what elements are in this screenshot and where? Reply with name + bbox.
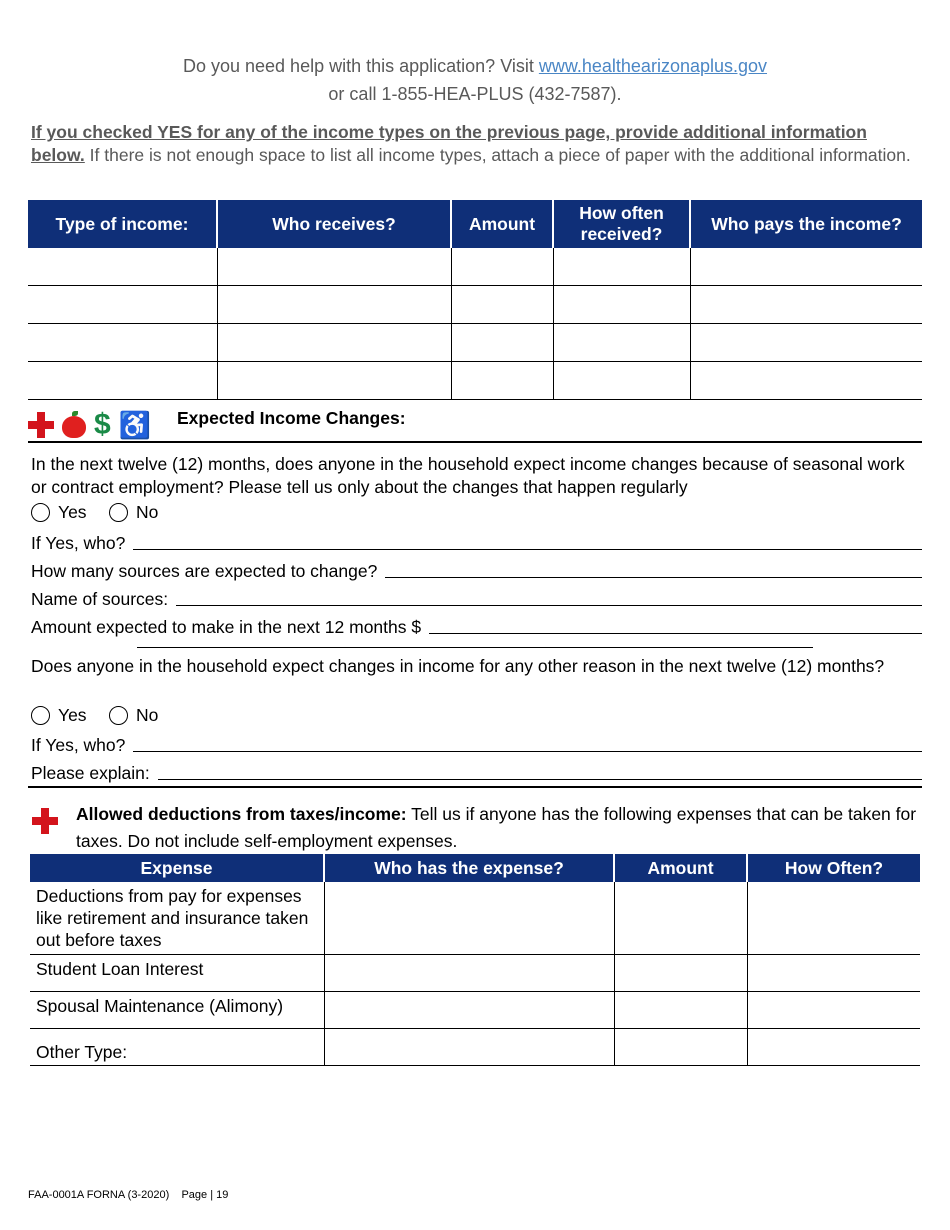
col-who-has-expense: Who has the expense? bbox=[324, 854, 614, 882]
question-seasonal: In the next twelve (12) months, does anyone in the household expect income changes because of seasonal work or contract employment? Please tell us only about the changes that happen regularly bbox=[31, 454, 905, 497]
radio-circle[interactable] bbox=[31, 706, 50, 725]
income-cell[interactable] bbox=[553, 248, 690, 286]
help-text: Do you need help with this application? Visit bbox=[182, 56, 539, 76]
income-intro bbox=[31, 121, 923, 167]
income-cell[interactable] bbox=[451, 324, 553, 362]
income-cell[interactable] bbox=[217, 324, 451, 362]
apple-icon bbox=[62, 416, 86, 438]
field-who-2[interactable] bbox=[31, 732, 922, 756]
page-footer: FAA-0001A FORNA (3-2020) Page | 19 bbox=[28, 1189, 229, 1201]
income-cell[interactable] bbox=[553, 286, 690, 324]
income-cell[interactable] bbox=[451, 248, 553, 286]
deductions-table bbox=[30, 854, 920, 1066]
table-row bbox=[28, 324, 922, 362]
field-line[interactable] bbox=[176, 604, 922, 606]
program-icons bbox=[28, 410, 151, 440]
col-who-receives: Who receives? bbox=[217, 200, 451, 248]
radio-circle[interactable] bbox=[31, 503, 50, 522]
income-cell[interactable] bbox=[690, 324, 922, 362]
income-cell[interactable] bbox=[451, 286, 553, 324]
field-label: Name of sources: bbox=[31, 589, 169, 609]
radio-circle[interactable] bbox=[109, 706, 128, 725]
section-title: Expected Income Changes: bbox=[177, 408, 406, 428]
field-who-1[interactable] bbox=[31, 530, 922, 554]
expense-label: Deductions from pay for expenses like retirement and insurance taken out before taxes bbox=[30, 882, 324, 955]
intro-bold: If you checked YES for any of the income types on the previous page, provide additional information below. bbox=[31, 122, 867, 165]
expense-cell[interactable] bbox=[614, 882, 747, 955]
income-cell[interactable] bbox=[690, 362, 922, 400]
expense-cell[interactable] bbox=[324, 955, 614, 992]
expense-cell[interactable] bbox=[324, 992, 614, 1029]
radio-label: No bbox=[136, 502, 159, 522]
help-notice bbox=[0, 52, 950, 108]
income-cell[interactable] bbox=[553, 324, 690, 362]
col-how-often: How often received? bbox=[553, 200, 690, 248]
table-row bbox=[30, 1029, 920, 1066]
field-source-names[interactable] bbox=[31, 586, 922, 610]
expense-cell[interactable] bbox=[614, 1029, 747, 1066]
divider bbox=[137, 647, 813, 648]
income-cell[interactable] bbox=[451, 362, 553, 400]
radio-label: Yes bbox=[58, 705, 87, 725]
field-line[interactable] bbox=[429, 632, 922, 634]
expense-label: Spousal Maintenance (Alimony) bbox=[30, 992, 324, 1029]
field-label: Please explain: bbox=[31, 763, 150, 783]
income-cell[interactable] bbox=[28, 324, 217, 362]
expense-cell[interactable] bbox=[324, 882, 614, 955]
deductions-title: Allowed deductions from taxes/income: bbox=[76, 804, 407, 824]
table-row bbox=[30, 955, 920, 992]
radio-label: Yes bbox=[58, 502, 87, 522]
radio-no-1[interactable] bbox=[109, 502, 158, 523]
expense-cell[interactable] bbox=[614, 955, 747, 992]
field-line[interactable] bbox=[133, 548, 922, 550]
table-row bbox=[30, 882, 920, 955]
table-row bbox=[28, 286, 922, 324]
income-cell[interactable] bbox=[28, 286, 217, 324]
income-cell[interactable] bbox=[28, 248, 217, 286]
field-label: Amount expected to make in the next 12 months $ bbox=[31, 617, 422, 637]
radio-no-2[interactable] bbox=[109, 705, 158, 726]
deductions-text: Tell us if anyone has the following expenses that can be taken for taxes. Do not include self-employment expenses. bbox=[76, 804, 917, 851]
income-cell[interactable] bbox=[28, 362, 217, 400]
radio-circle[interactable] bbox=[109, 503, 128, 522]
field-amount-expected[interactable] bbox=[31, 614, 922, 638]
wheelchair-icon: ♿ bbox=[118, 410, 152, 440]
deductions-intro bbox=[76, 801, 922, 855]
expected-income-header bbox=[28, 406, 922, 443]
expense-cell[interactable] bbox=[747, 955, 920, 992]
radio-yes-1[interactable] bbox=[31, 502, 87, 523]
field-sources-count[interactable] bbox=[31, 558, 922, 582]
income-cell[interactable] bbox=[217, 362, 451, 400]
red-cross-icon bbox=[32, 808, 58, 834]
table-row bbox=[28, 248, 922, 286]
col-amount: Amount bbox=[614, 854, 747, 882]
col-amount: Amount bbox=[451, 200, 553, 248]
expense-cell[interactable] bbox=[747, 882, 920, 955]
income-table bbox=[28, 200, 922, 400]
field-line[interactable] bbox=[133, 750, 922, 752]
field-line[interactable] bbox=[158, 778, 922, 780]
income-cell[interactable] bbox=[690, 286, 922, 324]
col-how-often: How Often? bbox=[747, 854, 920, 882]
help-phone: or call 1-855-HEA-PLUS (432-7587). bbox=[328, 84, 622, 104]
red-cross-icon bbox=[28, 412, 54, 438]
col-type-of-income: Type of income: bbox=[28, 200, 217, 248]
field-explain[interactable] bbox=[31, 760, 922, 784]
col-expense: Expense bbox=[30, 854, 324, 882]
dollar-icon: $ bbox=[94, 408, 111, 441]
intro-text: If there is not enough space to list all income types, attach a piece of paper with the additional information. bbox=[84, 145, 911, 165]
field-label: If Yes, who? bbox=[31, 533, 126, 553]
field-label: If Yes, who? bbox=[31, 735, 126, 755]
expense-label: Other Type: bbox=[30, 1029, 324, 1066]
expense-cell[interactable] bbox=[747, 1029, 920, 1066]
divider-thick bbox=[28, 786, 922, 788]
expense-cell[interactable] bbox=[614, 992, 747, 1029]
radio-yes-2[interactable] bbox=[31, 705, 87, 726]
question-other-reason: Does anyone in the household expect changes in income for any other reason in the next twelve (12) months? bbox=[31, 656, 885, 676]
income-cell[interactable] bbox=[690, 248, 922, 286]
table-row bbox=[28, 362, 922, 400]
table-row bbox=[30, 992, 920, 1029]
income-cell[interactable] bbox=[217, 248, 451, 286]
expense-label: Student Loan Interest bbox=[30, 955, 324, 992]
income-cell[interactable] bbox=[553, 362, 690, 400]
col-who-pays: Who pays the income? bbox=[690, 200, 922, 248]
expense-cell[interactable] bbox=[747, 992, 920, 1029]
field-line[interactable] bbox=[385, 576, 922, 578]
radio-label: No bbox=[136, 705, 159, 725]
income-cell[interactable] bbox=[217, 286, 451, 324]
field-label: How many sources are expected to change? bbox=[31, 561, 378, 581]
expense-cell[interactable] bbox=[324, 1029, 614, 1066]
help-link[interactable]: www.healthearizonaplus.gov bbox=[538, 56, 768, 76]
